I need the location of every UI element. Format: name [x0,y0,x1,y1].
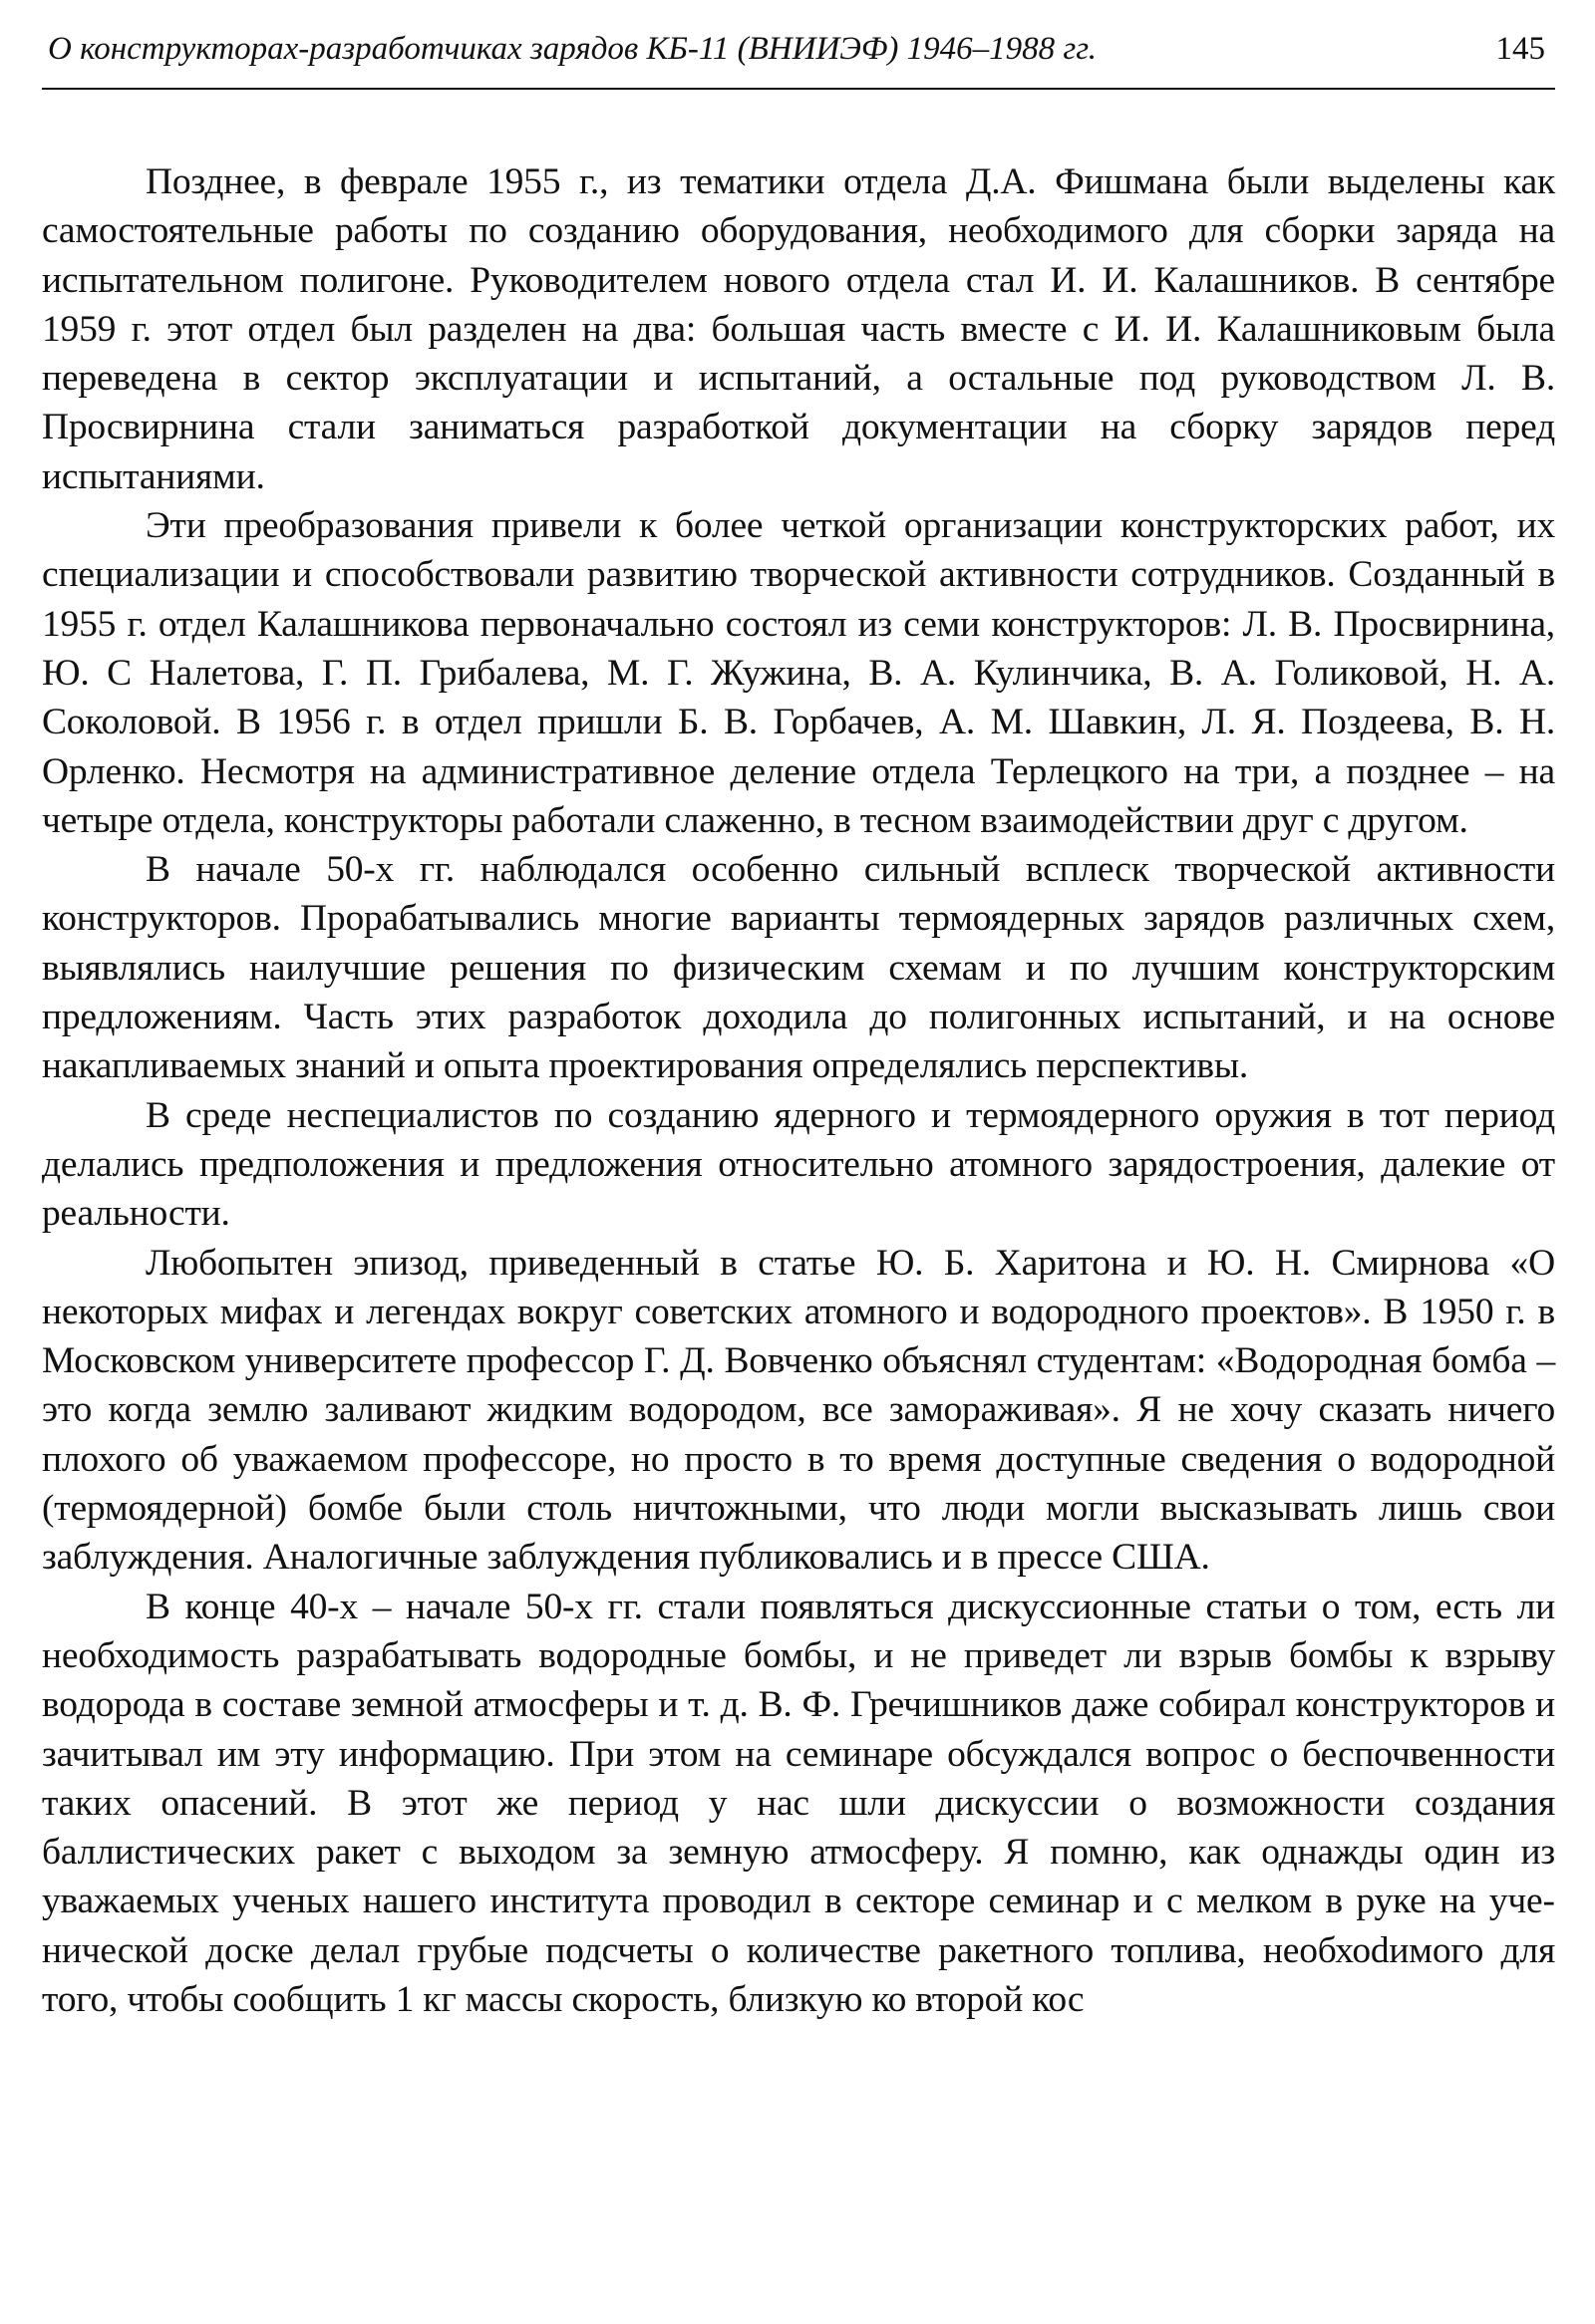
paragraph: В среде неспециалистов по созданию ядерного и термоядерного оружия в тот период делались предположения и предложения относительно атомного зарядостроения, далекие от реальности. [42,1094,1555,1235]
page-number: 145 [1495,31,1545,67]
paragraph: В конце 40-х – начале 50-х гг. стали появляться дискуссионные статьи о том, есть ли необходимость разрабатывать водородные бомбы, и не приведет ли взрыв бомбы к взрыву водорода в составе земной атмосферы и т. д. В. Ф. Гречишников даже собирал конструкторов и зачитывал им эту информацию. При этом на семинаре обсуждался вопрос о беспочвенности таких опасений. В этот же период у нас шли дискуссии о возможности создания баллистических ракет с выходом за земную атмосферу. Я помню, как однажды один из уважаемых ученых нашего института проводил в секторе семинар и с мелком в руке на ученической доске делал грубые подсчеты о количестве ракетного топлива, необхоdимого для того, чтобы сообщить 1 кг массы скорость, близкую ко второй кос [42,1586,1555,2020]
paragraph: В начале 50-х гг. наблюдался особенно сильный всплеск творческой активности конструкторов. Прорабатывались многие варианты термоядерных зарядов различных схем, выявлялись наилучшие решения по физическим схемам и по лучшим конструкторским предложениям. Часть этих разработок доходила до полигонных испытаний, и на основе накапливаемых знаний и опыта проектирования определялись перспективы. [42,849,1555,1087]
paragraph: Любопытен эпизод, приведенный в статье Ю. Б. Харитона и Ю. Н. Смирнова «О некоторых мифах и легендах вокруг советских атомного и водородного проектов». В 1950 г. в Московском университете профессор Г. Д. Вовченко объяснял студентам: «Водородная бомба – это когда землю заливают жидким водородом, все замораживая». Я не хочу сказать ничего плохого об уважаемом профессоре, но просто в то время доступные сведения о водородной (термоядерной) бомбе были столь ничтожными, что люди могли высказывать лишь свои заблуждения. Аналогичные заблуждения публиковались и в прессе США. [42,1242,1555,1579]
paragraph: Позднее, в феврале 1955 г., из тематики отдела Д.А. Фишмана были выделены как самостоятельные работы по созданию оборудования, необходимого для сборки заряда на испытательном полигоне. Руководителем нового отдела стал И. И. Калашников. В сентябре 1959 г. этот отдел был разделен на два: большая часть вместе с И. И. Калашниковым была переведена в сектор эксплуатации и испытаний, а остальные под руководством Л. В. Просвирнина стали заниматься разработкой документации на сборку зарядов перед испытаниями. [42,161,1555,497]
body-text [42,157,1555,2024]
book-page [42,26,1555,2024]
running-title: О конструкторах-разработчиках зарядов КБ-11 (ВНИИЭФ) 1946–1988 гг. [48,31,1097,67]
paragraph: Эти преобразования привели к более четкой организации конструкторских работ, их специализации и способствовали развитию творческой активности сотрудников. Созданный в 1955 г. отдел Калашникова первоначально состоял из семи конструкторов: Л. В. Просвирнина, Ю. С Налетова, Г. П. Грибалева, М. Г. Жужина, В. А. Кулинчика, В. А. Голиковой, Н. А. Соколовой. В 1956 г. в отдел пришли Б. В. Горбачев, А. М. Шавкин, Л. Я. Поздеева, В. Н. Орленко. Несмотря на административное деление отдела Терлецкого на три, а позднее – на четыре отдела, конструкторы работали слаженно, в тесном взаимодействии друг с другом. [42,505,1555,841]
running-header [42,26,1555,90]
